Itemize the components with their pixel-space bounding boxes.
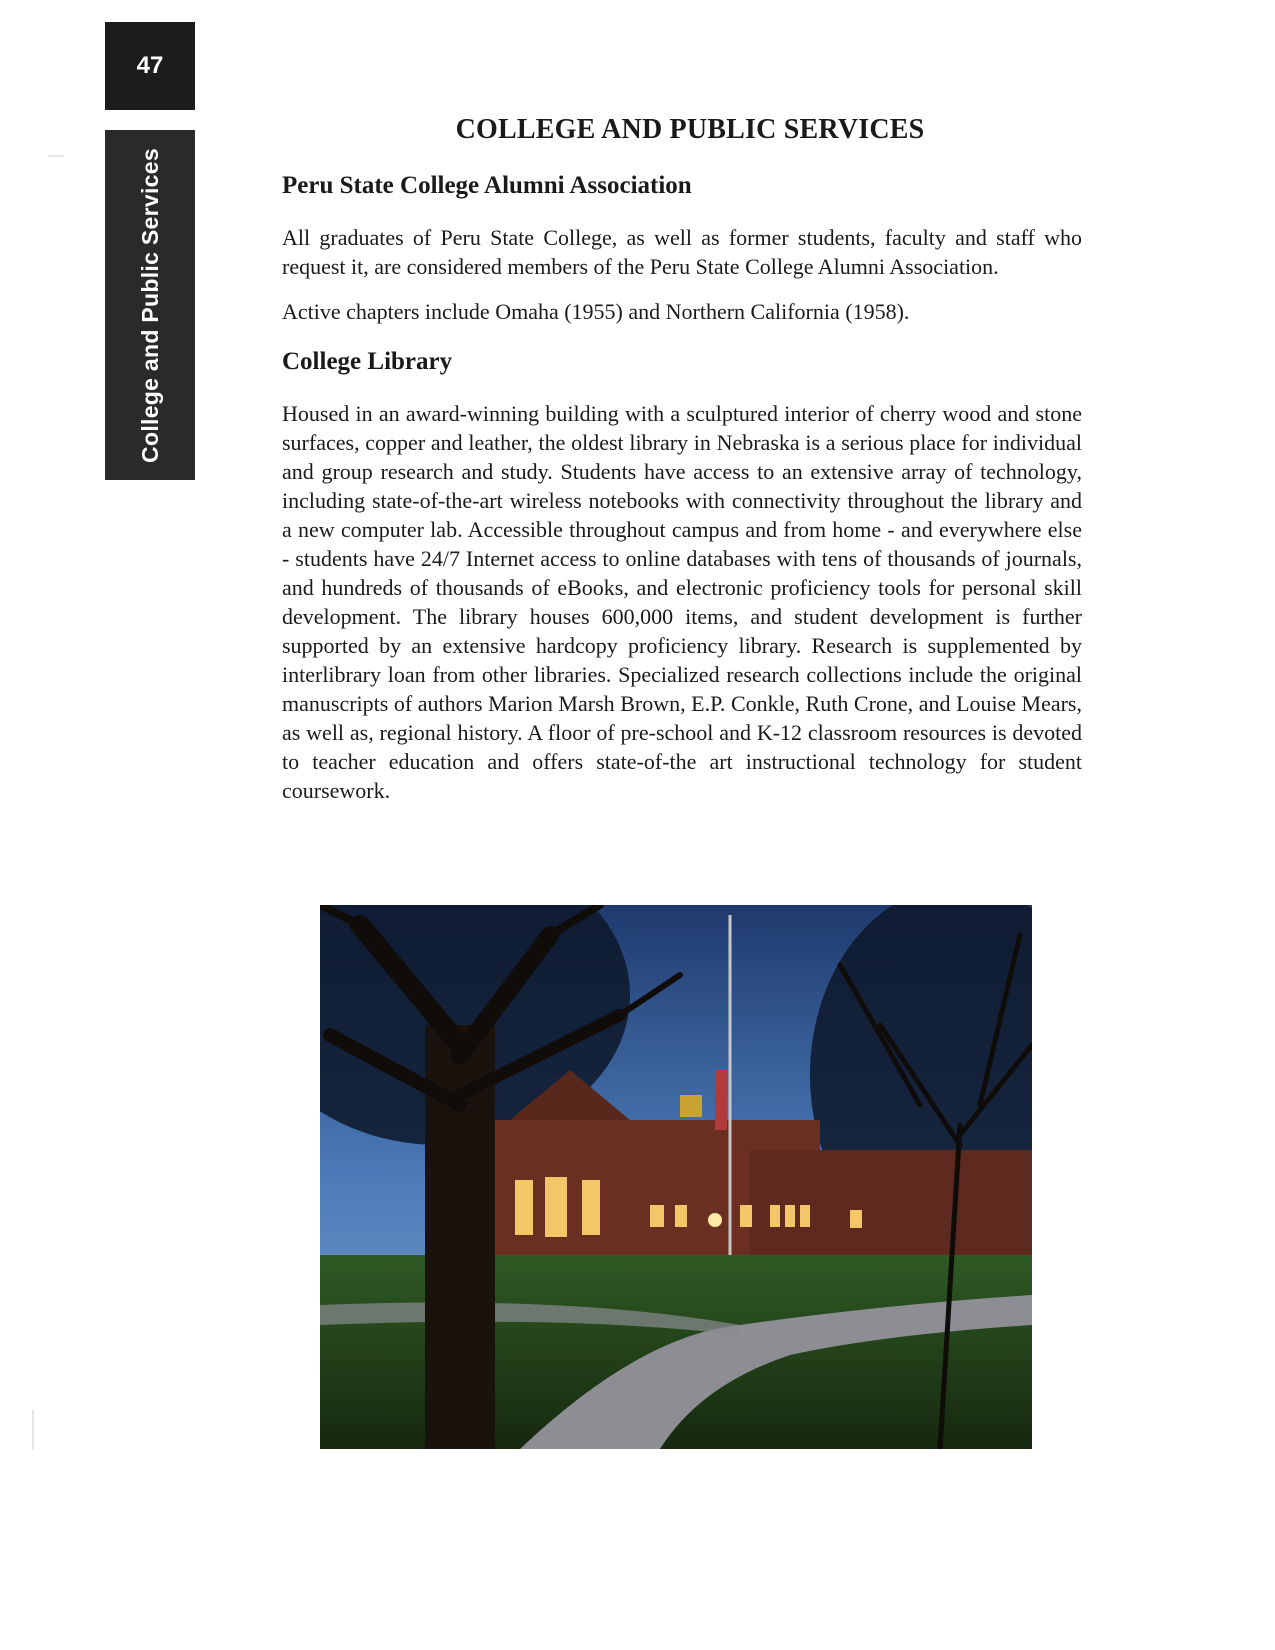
page-content: [282, 172, 1082, 805]
campus-library-photo: [320, 905, 1032, 1449]
page-title: COLLEGE AND PUBLIC SERVICES: [455, 114, 925, 145]
section-tab: [105, 130, 195, 480]
scan-edge-mark: [48, 155, 64, 157]
section-tab-label: College and Public Services: [136, 147, 163, 463]
page-number-tab: [105, 22, 195, 110]
page-number: 47: [136, 52, 164, 79]
campus-library-at-dusk-icon: [320, 905, 1032, 1449]
alumni-membership-paragraph: All graduates of Peru State College, as well as former students, faculty and staff who request it, are considered members of the Peru State College Alumni Association.: [282, 225, 1082, 279]
college-library-paragraph: Housed in an award-winning building with a sculptured interior of cherry wood and stone surfaces, copper and leather, the oldest library in Nebraska is a serious place for individual and group research and study. Students have access to an extensive array of technology, including state-of-the-art wireless notebooks with connectivity throughout the library and a new computer lab. Accessible throughout campus and from home - and everywhere else - students have 24/7 Internet access to online databases with tens of thousands of journals, and hundreds of thousands of eBooks, and electronic proficiency tools for personal skill development. The library houses 600,000 items, and student development is further supported by an extensive hardcopy proficiency library. Research is supplemented by interlibrary loan from other libraries. Specialized research collections include the original manuscripts of authors Marion Marsh Brown, E.P. Conkle, Ruth Crone, and Louise Mears, as well as, regional history. A floor of pre-school and K-12 classroom resources is devoted to teacher education and offers state-of-the art instructional technology for student coursework.: [282, 401, 1082, 803]
scan-edge-mark: [32, 1410, 34, 1450]
alumni-association-heading: Peru State College Alumni Association: [282, 172, 692, 199]
alumni-chapters-paragraph: Active chapters include Omaha (1955) and Northern California (1958).: [282, 299, 910, 324]
college-library-heading: College Library: [282, 348, 453, 375]
